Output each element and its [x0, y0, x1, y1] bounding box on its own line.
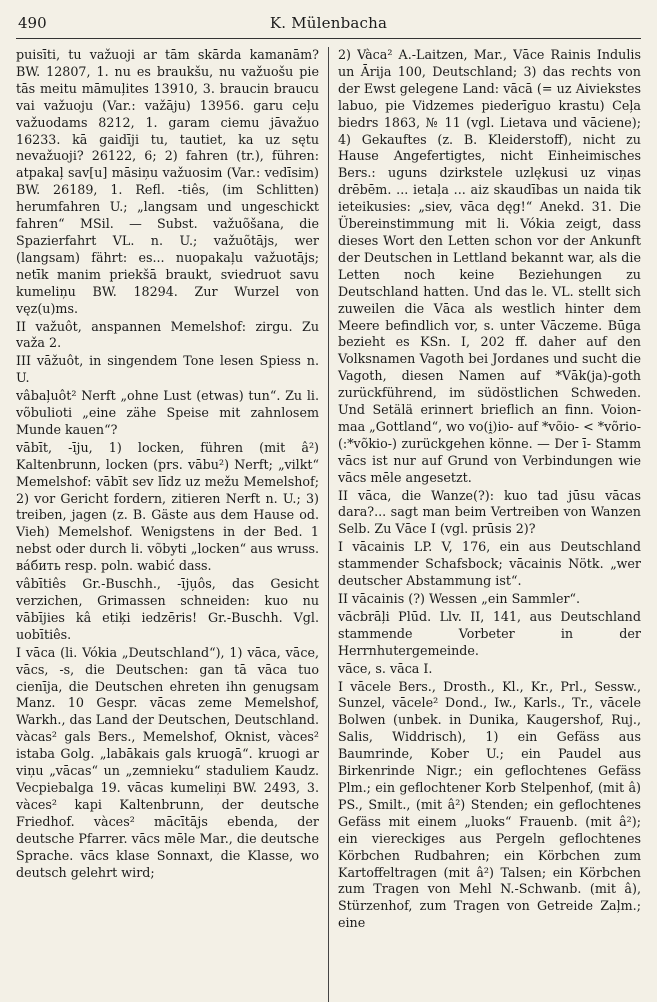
- running-title: K. Mülenbacha: [269, 14, 388, 32]
- entry-paragraph: II vācainis (?) Wessen „ein Sammler“.: [337, 591, 581, 606]
- entry-paragraph: vābīt, -īju, 1) locken, führen (mit â²) Kaltenbrunn, locken (prs. vābu²) Nerft; „vilkt“ Memelshof: vābīt sev līdz uz mežu Memelshof; 2) vor Gericht fordern, zitieren Nerft n. U.; 3) treiben, jagen (z. B. Gäste aus dem Hause od. Vieh) Memelshof. Wenigstens in der Bed. 1 nebst oder durch li. võbyti „locken“ aus wruss. вáбить resp. poln. wabić dass.: [16, 439, 319, 574]
- entry-paragraph: I vācele Bers., Drosth., Kl., Kr., Prl., Sessw., Sunzel, vācele² Dond., Iw., Karls., Tr., vācele Bolwen (unbek. in Dunika, Kaugershof, Ruj., Salis, Widdrisch), 1) ein Gefäss aus Baumrinde, Kober U.; ein Paudel aus Birkenrinde Nigr.; ein geflochtenes Gefäss Plm.; ein geflochtener Korb Stelpenhof, (mit â) PS., Smilt., (mit â²) Stenden; ein geflochtenes Gefäss mit einem „luoks“ Frauenb. (mit â²); ein viereckiges aus Pergeln geflochtenes Körbchen Rudbahren; ein Körbchen zum Kartoffeltragen (mit â²) Talsen; ein Körbchen zum Tragen von Mehl N.-Schwanb. (mit â), Stürzenhof, zum Tragen von Getreide Zaļm.; eine: [337, 678, 641, 931]
- entry-paragraph: III vāžuôt, in singendem Tone lesen Spiess n. U.: [16, 353, 319, 386]
- entry-paragraph: I vāca (li. Vókia „Deutschland“), 1) vāca, vāce, vācs, -s, die Deutschen: gan tā vāca tuo cienīja, die Deutschen ehreten ihn genugsam Manz. 10 Gespr. vācas zeme Memelshof, Warkh., das Land der Deutschen, Deutschland. vàcas² gals Bers., Memelshof, Oknist, vàces² istaba Golg. „labākais gals kruogā“. kruogi ar viņu „vācas“ un „zemnieku“ staduliem Kaudz. Vecpiebalga 19. vācas kumeliņi BW. 2493, 3. vàces² kapi Kaltenbrunn, der deutsche Friedhof. vàces² mācītājs ebenda, der deutsche Pfarrer. vācs mēle Mar., die deutsche Sprache. vācs klase Sonnaxt, die Klasse, wo deutsch gelehrt wird;: [16, 644, 319, 880]
- entry-paragraph: vācbrāļi Plūd. Llv. II, 141, aus Deutschland stammende Vorbeter in der Herrnhutergemeinde.: [337, 608, 641, 658]
- entry-paragraph: I vācainis LP. V, 176, ein aus Deutschland stammender Schafsbock; vācainis Nötk. „wer deutscher Abstammung ist“.: [337, 539, 641, 589]
- entry-paragraph: vâbaļuôt² Nerft „ohne Lust (etwas) tun“. Zu li. võbulioti „eine zähe Speise mit zahnlosem Munde kauen“?: [16, 388, 319, 437]
- entry-paragraph: vâbītiês Gr.-Buschh., -īju̦ôs, das Gesicht verzichen, Grimassen schneiden: kuo nu vābījies kâ etiķi iedzēris! Gr.-Buschh. Vgl. uobītiês.: [16, 576, 319, 642]
- entry-paragraph: 2) Vàca² A.-Laitzen, Mar., Vāce Rainis Indulis un Ārija 100, Deutschland; 3) das rechts von der Ewst gelegene Land: vācā (= uz Aiviekstes labuo, pie Vidzemes piederīguo krastu) Ceļa biedrs 1863, № 11 (vgl. Lietava und vāciene); 4) Gekauftes (z. B. Kleiderstoff), nicht zu Hause Angefertigtes, nicht Einheimisches Bers.: uguns dzirkstele uzlękusi uz viņas drēbēm. ... ietaļa ... aiz skaudības un naida tik ieteikusies: „siev, vāca dęg!“ Anekd. 31. Die Übereinstimmung mit li. Vókia zeigt, dass dieses Wort den Letten schon vor der Ankunft der Deutschen in Lettland bekannt war, als die Letten noch keine Beziehungen zu Deutschland hatten. Und das le. VL. stellt sich zuweilen die Vāca als westlich hinter dem Meere befindlich vor, s. unter Vāczeme. Būga bezieht es KSn. I, 202 ff. daher auf den Volksnamen Vagoth bei Jordanes und sucht die Vagoth, diesen Namen auf *Vāk(ja)-goth zurückführend, im südöstlichen Schweden. Und Setälä erinnert brieflich an finn. Voion-maa „Gottland“, wo vo(i̯)io- auf *võio- < *võrio- (:*võkio-) zurückgehen könne. — Der ī- Stamm vācs ist nur auf Grund von Verbindungen wie vācs mēle angesetzt.: [337, 47, 641, 485]
- entry-paragraph: II važuôt, anspannen Memelshof: zirgu. Zu važa 2.: [16, 318, 319, 351]
- left-column: [16, 47, 328, 1002]
- right-column: [329, 47, 641, 1002]
- entry-paragraph: vāce, s. vāca I.: [337, 660, 433, 676]
- entry-paragraph: puisīti, tu važuoji ar tām skārda kamanām? BW. 12807, 1. nu es braukšu, nu važuošu pie tās meitu māmuļites 13910, 3. braucin braucu vai važuoju (Var.: važāju) 13956. garu ceļu važuodams 8212, 1. garam ciemu jāvažuo 16233. kā gaidīji tu, tautiet, ka uz sętu nevažuoji? 26122, 6; 2) fahren (tr.), führen: atpakaļ sav[u] māsiņu važuosim (Var.: vedīsim) BW. 26189, 1. Refl. -tiês, (im Schlitten) herumfahren U.; „langsam und ungeschickt fahren“ MSil. — Subst. važuõšana, die Spazierfahrt VL. n. U.; važuõtājs, wer (langsam) fährt: es... nuopakaļu važuotājs; netīk manim priekšā braukt, sviedruot savu kumeliņu BW. 18294. Zur Wurzel von vęz(u)ms.: [16, 47, 319, 316]
- entry-paragraph: II vāca, die Wanze(?): kuo tad jūsu vācas dara?... sagt man beim Vertreiben von Wanzen Selb. Zu Vāce I (vgl. prūsis 2)?: [337, 487, 641, 537]
- two-column-body: [16, 47, 641, 1002]
- page-number: 490: [18, 14, 47, 32]
- page-header: [16, 10, 641, 39]
